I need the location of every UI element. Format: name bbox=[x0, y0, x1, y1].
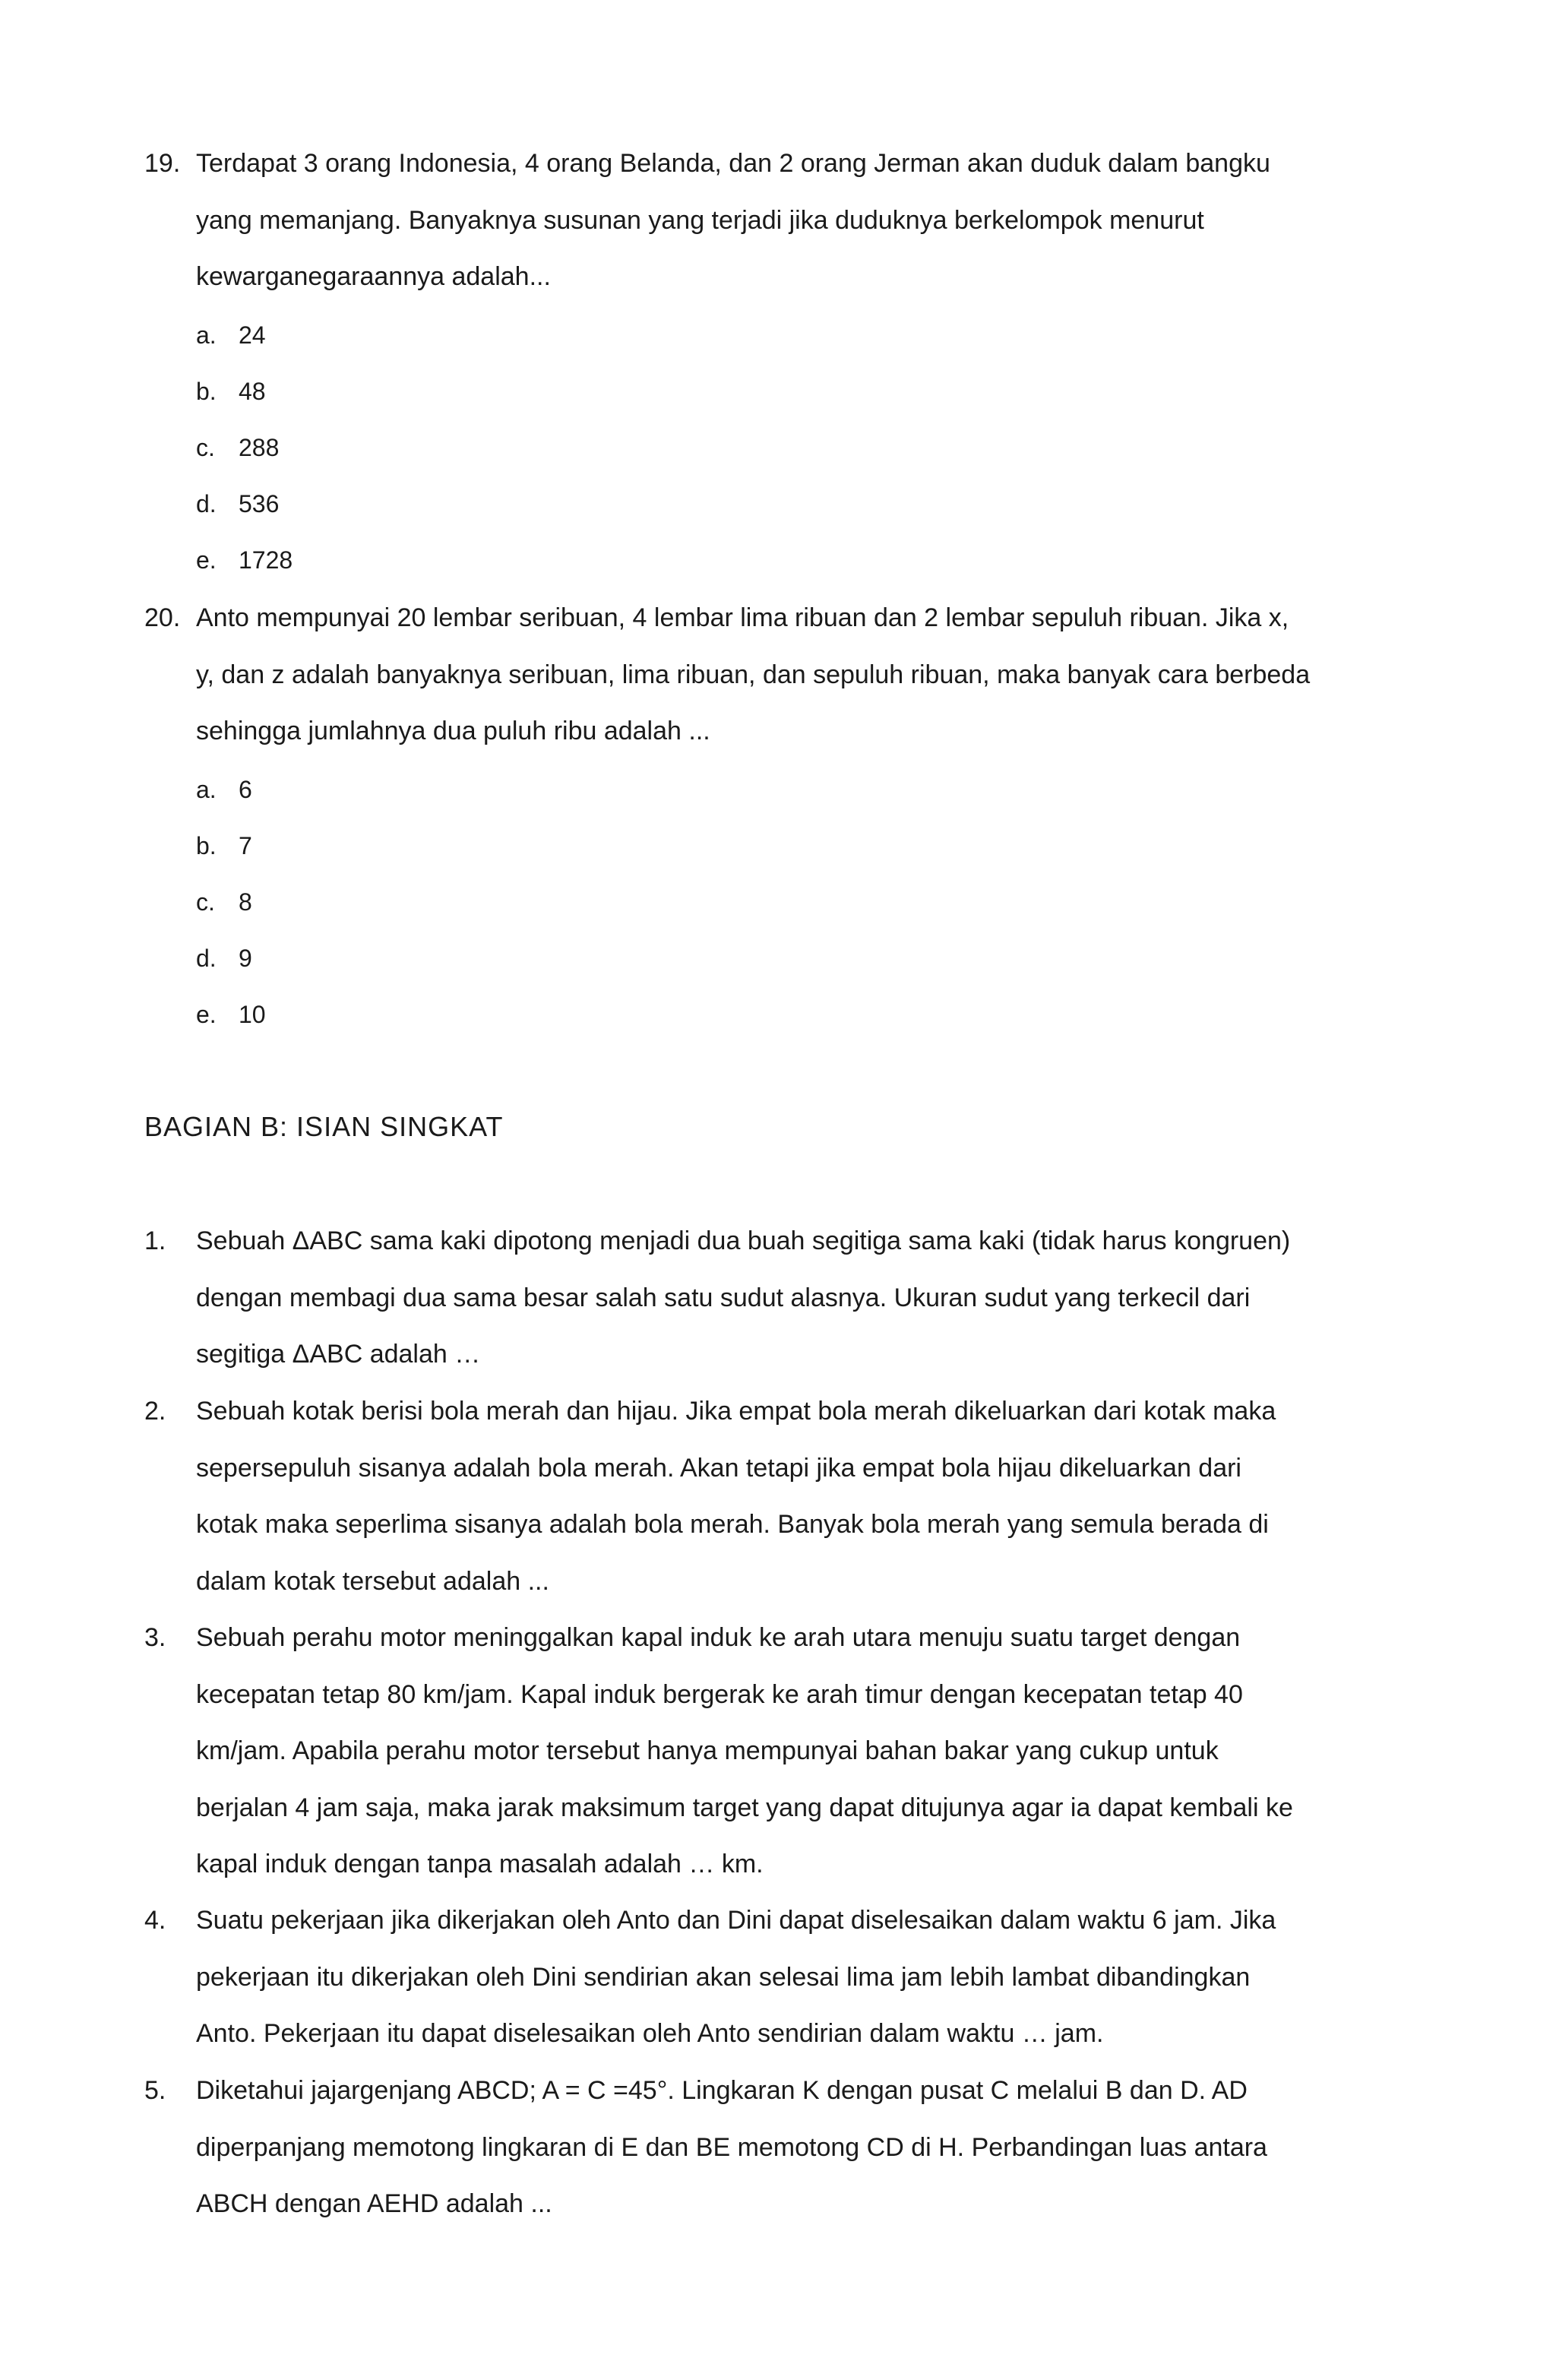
item-number: 3. bbox=[144, 1623, 166, 1652]
option-value: 10 bbox=[239, 1001, 266, 1028]
option-letter: d. bbox=[196, 490, 217, 517]
option-value: 9 bbox=[239, 945, 252, 972]
option-letter: c. bbox=[196, 888, 215, 916]
option-letter: b. bbox=[196, 378, 217, 405]
item-text: Sebuah kotak berisi bola merah dan hijau. Jika empat bola merah dikeluarkan dari kotak maka sepersepuluh sisanya adalah bola merah. Akan tetapi jika empat bola hijau dikeluarkan dari kotak maka seperlima sisanya adalah bola merah. Banyak bola merah yang semula berada di dalam kotak tersebut adalah ... bbox=[196, 1397, 1276, 1596]
option-value: 8 bbox=[239, 888, 252, 916]
option-letter: b. bbox=[196, 832, 217, 859]
item-text: Suatu pekerjaan jika dikerjakan oleh Anto dan Dini dapat diselesaikan dalam waktu 6 jam. Jika pekerjaan itu dikerjakan oleh Dini sendirian akan selesai lima jam lebih lambat dibandingkan Anto. Pekerjaan itu dapat diselesaikan oleh Anto sendirian dalam waktu … jam. bbox=[196, 1906, 1276, 2048]
option-letter: a. bbox=[196, 321, 217, 349]
option-letter: a. bbox=[196, 776, 217, 803]
option-value: 536 bbox=[239, 490, 280, 517]
item-number: 1. bbox=[144, 1226, 166, 1255]
option-letter: e. bbox=[196, 546, 217, 574]
item-number: 5. bbox=[144, 2076, 166, 2105]
item-number: 2. bbox=[144, 1397, 166, 1426]
option-value: 48 bbox=[239, 378, 266, 405]
option-letter: c. bbox=[196, 434, 215, 461]
question-number: 19. bbox=[144, 149, 181, 178]
option-value: 24 bbox=[239, 321, 266, 349]
section-heading: BAGIAN B: ISIAN SINGKAT bbox=[144, 1111, 504, 1142]
option-letter: d. bbox=[196, 945, 217, 972]
item-text: Diketahui jajargenjang ABCD; A = C =45°. Lingkaran K dengan pusat C melalui B dan D. AD diperpanjang memotong lingkaran di E dan BE memotong CD di H. Perbandingan luas antara ABCH dengan AEHD adalah ... bbox=[196, 2076, 1267, 2218]
question-number: 20. bbox=[144, 603, 181, 632]
option-letter: e. bbox=[196, 1001, 217, 1028]
item-text: Sebuah ΔABC sama kaki dipotong menjadi dua buah segitiga sama kaki (tidak harus kongruen) dengan membagi dua sama besar salah satu sudut alasnya. Ukuran sudut yang terkecil dari segitiga ΔABC adalah … bbox=[196, 1226, 1291, 1369]
option-value: 1728 bbox=[239, 546, 293, 574]
item-text: Sebuah perahu motor meninggalkan kapal induk ke arah utara menuju suatu target dengan kecepatan tetap 80 km/jam. Kapal induk bergerak ke arah timur dengan kecepatan tetap 40 km/jam. Apabila perahu motor tersebut hanya mempunyai bahan bakar yang cukup untuk berjalan 4 jam saja, maka jarak maksimum target yang dapat ditujunya agar ia dapat kembali ke kapal induk dengan tanpa masalah adalah … km. bbox=[196, 1623, 1293, 1878]
question-text: Terdapat 3 orang Indonesia, 4 orang Belanda, dan 2 orang Jerman akan duduk dalam bangku yang memanjang. Banyaknya susunan yang terjadi jika duduknya berkelompok menurut kewarganegaraannya adalah... bbox=[196, 149, 1270, 291]
option-value: 288 bbox=[239, 434, 280, 461]
question-text: Anto mempunyai 20 lembar seribuan, 4 lembar lima ribuan dan 2 lembar sepuluh ribuan. Jika x, y, dan z adalah banyaknya seribuan, lima ribuan, dan sepuluh ribuan, maka banyak cara berbeda sehingga jumlahnya dua puluh ribu adalah ... bbox=[196, 603, 1311, 745]
option-value: 6 bbox=[239, 776, 252, 803]
item-number: 4. bbox=[144, 1906, 166, 1935]
option-value: 7 bbox=[239, 832, 252, 859]
